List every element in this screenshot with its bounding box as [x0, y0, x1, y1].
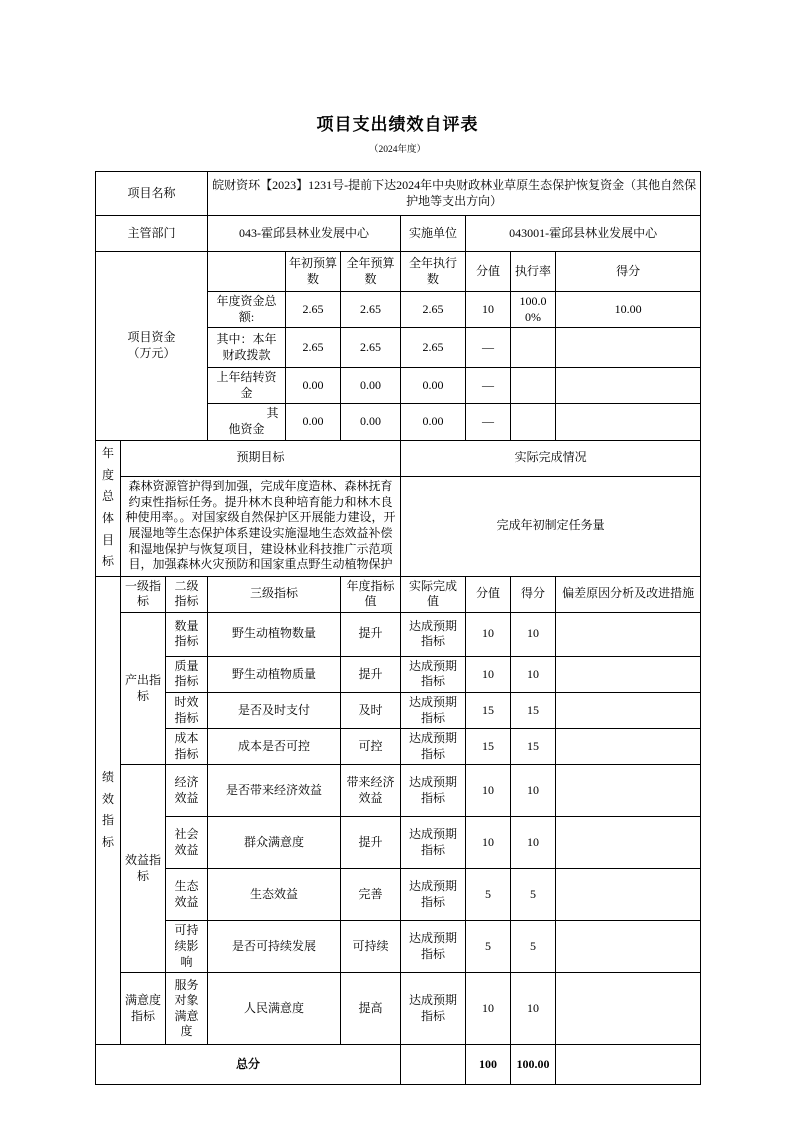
indicator-score: 5: [511, 921, 556, 973]
indicator-target: 及时: [341, 692, 401, 728]
indicator-target: 提升: [341, 656, 401, 692]
total-label: 总分: [96, 1045, 401, 1085]
group-output-label: 产出指标: [121, 612, 166, 765]
funds-header-score: 得分: [556, 252, 701, 292]
funds-fiscal-rate: [511, 328, 556, 368]
indicator-weight: 10: [466, 765, 511, 817]
funds-fiscal-label: 其中：本年财政拨款: [208, 328, 286, 368]
funds-fiscal-weight: —: [466, 328, 511, 368]
funds-carryover-score: [556, 368, 701, 404]
indicators-side-label: [96, 576, 121, 1045]
indicator-score: 15: [511, 692, 556, 728]
funds-other-initial: 0.00: [286, 404, 341, 440]
indicator-score: 10: [511, 817, 556, 869]
header-level3: 三级指标: [208, 576, 341, 612]
indicator-score: 10: [511, 656, 556, 692]
indicator-level2: 成本指标: [166, 729, 208, 765]
funds-total-label: 年度资金总额:: [208, 292, 286, 328]
indicator-weight: 5: [466, 921, 511, 973]
indicator-row: [96, 612, 701, 656]
header-level1: 一级指标: [121, 576, 166, 612]
indicator-actual: 达成预期指标: [401, 612, 466, 656]
funds-header-annual-budget: 全年预算数: [341, 252, 401, 292]
indicator-row: [96, 973, 701, 1045]
indicator-actual: 达成预期指标: [401, 869, 466, 921]
funds-carryover-label: 上年结转资金: [208, 368, 286, 404]
indicator-actual: 达成预期指标: [401, 692, 466, 728]
group-satisfaction-label: 满意度指标: [121, 973, 166, 1045]
indicator-score: 5: [511, 869, 556, 921]
funds-fiscal-annual: 2.65: [341, 328, 401, 368]
indicator-level3: 是否带来经济效益: [208, 765, 341, 817]
indicator-score: 10: [511, 612, 556, 656]
funds-header-annual-executed: 全年执行数: [401, 252, 466, 292]
page-title: 项目支出绩效自评表: [316, 115, 479, 134]
indicator-level3: 群众满意度: [208, 817, 341, 869]
actual-completion-header: 实际完成情况: [401, 440, 701, 476]
indicator-actual: 达成预期指标: [401, 729, 466, 765]
funds-header-initial-budget: 年初预算数: [286, 252, 341, 292]
project-name-label: 项目名称: [96, 172, 208, 216]
funds-total-rate: 100.00%: [511, 292, 556, 328]
indicator-deviation: [556, 973, 701, 1045]
funds-header-empty: [208, 252, 286, 292]
indicator-level2: 生态效益: [166, 869, 208, 921]
self-evaluation-table: [95, 171, 701, 1085]
indicator-target: 可控: [341, 729, 401, 765]
funds-carryover-annual: 0.00: [341, 368, 401, 404]
funds-carryover-weight: —: [466, 368, 511, 404]
indicator-row: [96, 921, 701, 973]
indicator-weight: 10: [466, 973, 511, 1045]
implement-unit-value: 043001-霍邱县林业发展中心: [466, 216, 701, 252]
indicator-target: 带来经济效益: [341, 765, 401, 817]
indicator-level3: 野生动植物数量: [208, 612, 341, 656]
indicator-row: [96, 729, 701, 765]
department-label: 主管部门: [96, 216, 208, 252]
indicator-target: 提升: [341, 817, 401, 869]
expected-goal-header: 预期目标: [121, 440, 401, 476]
total-actual-empty: [401, 1045, 466, 1085]
header-deviation: 偏差原因分析及改进措施: [556, 576, 701, 612]
indicator-weight: 10: [466, 817, 511, 869]
indicator-level2: 可持续影响: [166, 921, 208, 973]
funds-fiscal-initial: 2.65: [286, 328, 341, 368]
funds-other-score: [556, 404, 701, 440]
indicator-deviation: [556, 869, 701, 921]
funds-header-weight: 分值: [466, 252, 511, 292]
indicator-deviation: [556, 729, 701, 765]
indicator-deviation: [556, 692, 701, 728]
indicator-level2: 社会效益: [166, 817, 208, 869]
funds-section-label-text: 项目资金（万元）: [127, 330, 176, 360]
funds-header-execution-rate: 执行率: [511, 252, 556, 292]
funds-total-score: 10.00: [556, 292, 701, 328]
funds-other-weight: —: [466, 404, 511, 440]
indicator-row: [96, 765, 701, 817]
indicator-actual: 达成预期指标: [401, 817, 466, 869]
indicators-side-label-text: 绩效指标: [101, 770, 114, 850]
implement-unit-label: 实施单位: [401, 216, 466, 252]
page-subtitle: （2024年度）: [368, 145, 426, 155]
total-row: [96, 1045, 701, 1085]
indicator-deviation: [556, 765, 701, 817]
group-benefit-label: 效益指标: [121, 765, 166, 973]
indicator-actual: 达成预期指标: [401, 765, 466, 817]
indicator-level3: 人民满意度: [208, 973, 341, 1045]
indicator-level3: 是否及时支付: [208, 692, 341, 728]
project-name-value: 皖财资环【2023】1231号-提前下达2024年中央财政林业草原生态保护恢复资金（其他自然保护地等支出方向）: [208, 172, 701, 216]
indicator-row: [96, 656, 701, 692]
indicator-score: 15: [511, 729, 556, 765]
indicator-level3: 生态效益: [208, 869, 341, 921]
indicator-level3: 野生动植物质量: [208, 656, 341, 692]
indicator-actual: 达成预期指标: [401, 656, 466, 692]
funds-total-initial: 2.65: [286, 292, 341, 328]
indicator-deviation: [556, 921, 701, 973]
indicator-level2: 质量指标: [166, 656, 208, 692]
funds-total-annual: 2.65: [341, 292, 401, 328]
header-actual-value: 实际完成值: [401, 576, 466, 612]
header-level2: 二级指标: [166, 576, 208, 612]
indicator-level3: 成本是否可控: [208, 729, 341, 765]
indicator-level2: 服务对象满意度: [166, 973, 208, 1045]
funds-section-label: [96, 252, 208, 441]
funds-fiscal-executed: 2.65: [401, 328, 466, 368]
header-weight: 分值: [466, 576, 511, 612]
department-value: 043-霍邱县林业发展中心: [208, 216, 401, 252]
actual-completion-text: 完成年初制定任务量: [401, 476, 701, 576]
indicator-target: 提高: [341, 973, 401, 1045]
funds-total-weight: 10: [466, 292, 511, 328]
expected-goal-text: 森林资源管护得到加强，完成年度造林、森林抚育约束性指标任务。提升林木良种培育能力和林木良种使用率。。对国家级自然保护区开展能力建设，开展湿地等生态保护体系建设实施湿地生态效益补偿和湿地保护与恢复项目，建设林业科技推广示范项目，加强森林火灾预防和国家重点野生动植物保护: [121, 476, 401, 576]
funds-other-label: 其他资金: [208, 404, 286, 440]
funds-other-rate: [511, 404, 556, 440]
indicator-weight: 15: [466, 692, 511, 728]
indicator-score: 10: [511, 765, 556, 817]
total-score: 100.00: [511, 1045, 556, 1085]
indicator-level2: 时效指标: [166, 692, 208, 728]
header-annual-target: 年度指标值: [341, 576, 401, 612]
header-score: 得分: [511, 576, 556, 612]
indicator-row: [96, 692, 701, 728]
funds-carryover-rate: [511, 368, 556, 404]
indicator-row: [96, 817, 701, 869]
indicator-target: 提升: [341, 612, 401, 656]
indicator-score: 10: [511, 973, 556, 1045]
indicator-weight: 5: [466, 869, 511, 921]
indicator-level2: 数量指标: [166, 612, 208, 656]
funds-carryover-initial: 0.00: [286, 368, 341, 404]
funds-other-executed: 0.00: [401, 404, 466, 440]
indicator-target: 可持续: [341, 921, 401, 973]
indicator-deviation: [556, 656, 701, 692]
indicator-weight: 10: [466, 656, 511, 692]
indicator-row: [96, 869, 701, 921]
funds-carryover-executed: 0.00: [401, 368, 466, 404]
total-deviation-empty: [556, 1045, 701, 1085]
funds-fiscal-score: [556, 328, 701, 368]
annual-goal-side-label: [96, 440, 121, 576]
annual-goal-side-label-text: 年度总体目标: [101, 446, 114, 569]
funds-other-annual: 0.00: [341, 404, 401, 440]
indicator-actual: 达成预期指标: [401, 973, 466, 1045]
indicator-weight: 10: [466, 612, 511, 656]
funds-total-executed: 2.65: [401, 292, 466, 328]
total-weight: 100: [466, 1045, 511, 1085]
indicator-deviation: [556, 612, 701, 656]
indicator-deviation: [556, 817, 701, 869]
indicator-actual: 达成预期指标: [401, 921, 466, 973]
indicator-level3: 是否可持续发展: [208, 921, 341, 973]
indicator-target: 完善: [341, 869, 401, 921]
indicator-weight: 15: [466, 729, 511, 765]
indicator-level2: 经济效益: [166, 765, 208, 817]
